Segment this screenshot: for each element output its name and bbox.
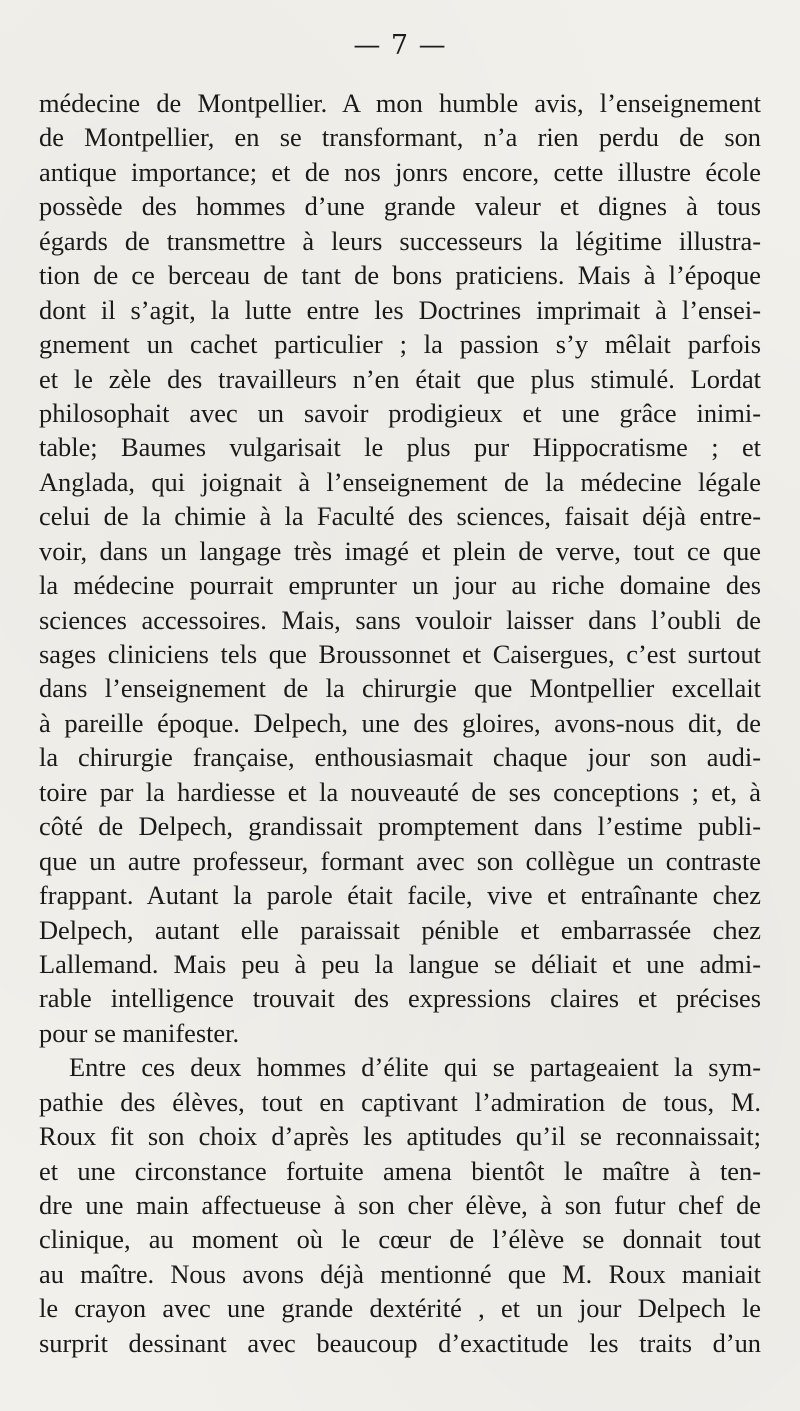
text-line: Delpech, autant elle paraissait pénible et embarrassée chez — [39, 914, 761, 945]
text-line: la chirurgie française, enthousiasmait chaque jour son audi- — [39, 742, 761, 773]
text-line: antique importance; et de nos jonrs encore, cette illustre école — [39, 156, 761, 187]
text-line: frappant. Autant la parole était facile, vive et entraînante chez — [39, 880, 761, 911]
text-line: philosophait avec un savoir prodigieux et une grâce inimi- — [39, 397, 761, 428]
text-line: Anglada, qui joignait à l’enseignement de la médecine légale — [39, 466, 761, 497]
body-text — [39, 86, 761, 1360]
text-line: sages cliniciens tels que Broussonnet et Caisergues, c’est surtout — [39, 639, 761, 669]
text-line: surprit dessinant avec beaucoup d’exactitude les traits d’un — [39, 1327, 761, 1358]
text-line: et une circonstance fortuite amena bientôt le maître à ten- — [39, 1155, 761, 1186]
text-line: pour se manifester. — [39, 1017, 240, 1048]
text-line: pathie des élèves, tout en captivant l’admiration de tous, M. — [39, 1086, 761, 1117]
text-line: dre une main affectueuse à son cher élève, à son futur chef de — [39, 1190, 761, 1220]
text-line: au maître. Nous avons déjà mentionné que M. Roux maniait — [39, 1258, 761, 1289]
text-line: égards de transmettre à leurs successeurs la légitime illustra- — [39, 225, 761, 256]
text-line: à pareille époque. Delpech, une des gloires, avons-nous dit, de — [39, 707, 761, 738]
paragraph-2 — [39, 1050, 761, 1360]
text-line: médecine de Montpellier. A mon humble avis, l’enseignement — [39, 88, 761, 118]
text-line: la médecine pourrait emprunter un jour au riche domaine des — [39, 570, 761, 601]
text-line: table; Baumes vulgarisait le plus pur Hippocratisme ; et — [39, 432, 761, 463]
text-line: que un autre professeur, formant avec son collègue un contraste — [39, 845, 761, 876]
text-line: côté de Delpech, grandissait promptement dans l’estime publi- — [39, 811, 761, 842]
text-line: celui de la chimie à la Faculté des sciences, faisait déjà entre- — [39, 501, 761, 532]
text-line: sciences accessoires. Mais, sans vouloir laisser dans l’oubli de — [39, 604, 761, 635]
text-line: le crayon avec une grande dextérité , et un jour Delpech le — [39, 1293, 761, 1324]
text-line: rable intelligence trouvait des expressions claires et précises — [39, 983, 761, 1014]
text-line: possède des hommes d’une grande valeur et dignes à tous — [39, 191, 761, 222]
text-line: voir, dans un langage très imagé et plein de verve, tout ce que — [39, 535, 761, 566]
text-line: Entre ces deux hommes d’élite qui se partageaient la sym- — [69, 1052, 761, 1083]
paragraph-1 — [39, 86, 761, 1050]
text-line: gnement un cachet particulier ; la passion s’y mêlait parfois — [39, 329, 761, 360]
page-number: — 7 — — [353, 30, 447, 61]
text-line: et le zèle des travailleurs n’en était que plus stimulé. Lordat — [39, 363, 761, 394]
text-line: dont il s’agit, la lutte entre les Doctrines imprimait à l’ensei- — [39, 294, 761, 325]
text-line: de Montpellier, en se transformant, n’a rien perdu de son — [39, 122, 761, 153]
text-line: Roux fit son choix d’après les aptitudes qu’il se reconnaissait; — [39, 1121, 761, 1152]
text-line: tion de ce berceau de tant de bons praticiens. Mais à l’époque — [39, 260, 761, 291]
text-line: toire par la hardiesse et la nouveauté de ses conceptions ; et, à — [39, 776, 761, 807]
text-line: clinique, au moment où le cœur de l’élève se donnait tout — [39, 1224, 761, 1255]
text-line: Lallemand. Mais peu à peu la langue se déliait et une admi- — [39, 948, 761, 979]
text-line: dans l’enseignement de la chirurgie que Montpellier excellait — [39, 673, 761, 704]
